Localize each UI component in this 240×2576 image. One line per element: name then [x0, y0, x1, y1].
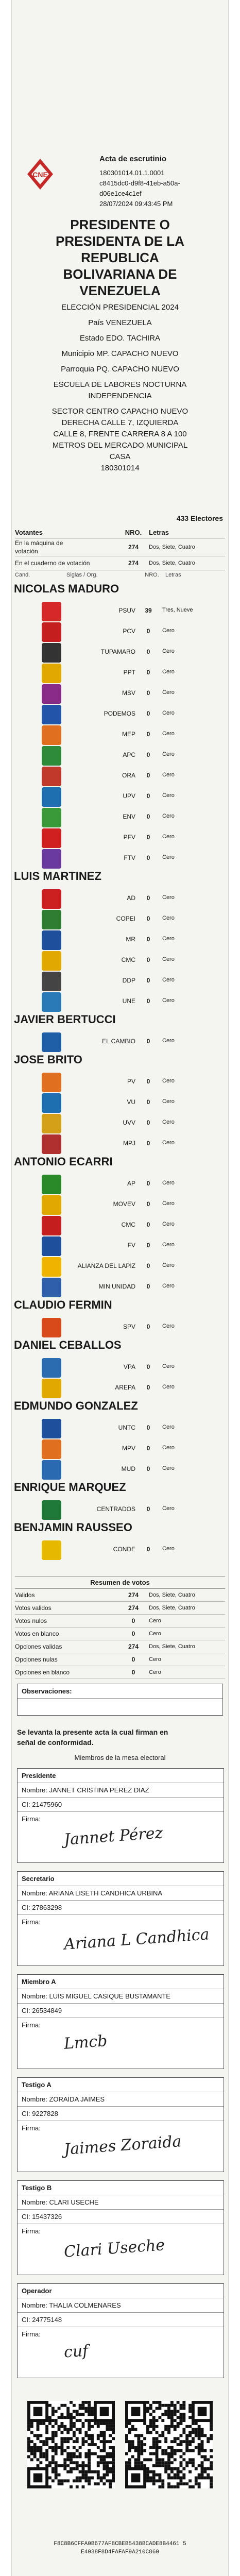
party-votes-letras: Cero	[162, 1200, 175, 1207]
tally-sheet	[11, 0, 229, 2576]
party-votes-letras: Cero	[162, 792, 175, 799]
signer-name: Nombre: ARIANA LISETH CANDHICA URBINA	[18, 1886, 224, 1901]
signer-block	[17, 2283, 224, 2378]
party-votes: 0	[146, 1363, 150, 1370]
party-logo-icon	[42, 1460, 61, 1480]
hash-line-2: E4038F8D4FAFAF9A210C860	[81, 2549, 159, 2555]
col-org: Siglas / Org.	[66, 572, 98, 578]
candidate-name: JAVIER BERTUCCI	[14, 1013, 116, 1026]
party-votes: 0	[146, 1323, 150, 1330]
party-votes-letras: Cero	[162, 1078, 175, 1084]
signer-name: Nombre: JANNET CRISTINA PEREZ DIAZ	[18, 1783, 224, 1798]
summary-letras: Dos, Siete, Cuatro	[149, 1605, 195, 1611]
party-acronym: MUD	[121, 1465, 135, 1472]
signer-ci: CI: 9227828	[18, 2107, 224, 2121]
state: Estado EDO. TACHIRA	[79, 334, 161, 343]
summary-label: Opciones en blanco	[15, 1669, 70, 1676]
party-logo-icon	[42, 1540, 61, 1560]
signer-ci: CI: 21475960	[18, 1798, 224, 1812]
party-acronym: CENTRADOS	[96, 1505, 135, 1513]
handwritten-signature: Jaimes Zoraida	[63, 2132, 182, 2159]
party-votes-letras: Cero	[162, 1363, 175, 1369]
party-acronym: CONDE	[113, 1546, 135, 1553]
candidate-name: CLAUDIO FERMIN	[14, 1298, 112, 1311]
party-votes: 0	[146, 1465, 150, 1472]
party-acronym: TUPAMARO	[100, 648, 135, 655]
party-votes-letras: Cero	[162, 1323, 175, 1329]
party-acronym: AP	[127, 1180, 135, 1187]
party-votes-letras: Cero	[162, 1424, 175, 1430]
party-votes-letras: Cero	[162, 731, 175, 737]
party-votes: 0	[146, 731, 150, 738]
summary-table	[15, 1577, 225, 1679]
book-votes-num: 274	[128, 560, 139, 567]
party-votes: 0	[146, 915, 150, 922]
summary-letras: Dos, Siete, Cuatro	[149, 1643, 195, 1650]
party-votes: 0	[146, 1140, 150, 1147]
summary-row	[15, 1589, 225, 1602]
party-votes: 0	[146, 1242, 150, 1249]
summary-num: 0	[131, 1656, 135, 1663]
party-votes-letras: Cero	[162, 854, 175, 860]
party-acronym: PV	[127, 1078, 135, 1085]
signature-label: Firma:	[22, 2021, 41, 2029]
signature-area	[18, 1915, 224, 1965]
observations-label: Observaciones:	[18, 1684, 222, 1699]
party-votes: 0	[146, 977, 150, 984]
summary-row	[15, 1602, 225, 1615]
party-votes-letras: Cero	[162, 915, 175, 921]
party-acronym: UNTC	[118, 1424, 135, 1431]
voting-center-line-1: ESCUELA DE LABORES NOCTURNA	[53, 380, 187, 389]
signer-name: Nombre: CLARI USECHE	[18, 2195, 224, 2210]
handwritten-signature: Lmcb	[63, 2032, 108, 2053]
members-title: Miembros de la mesa electoral	[74, 1754, 166, 1761]
party-votes-letras: Cero	[162, 669, 175, 675]
party-logo-icon	[42, 1032, 61, 1052]
book-votes-letras: Dos, Siete, Cuatro	[149, 560, 195, 566]
summary-num: 274	[128, 1604, 139, 1612]
machine-votes-label-1: En la máquina de	[15, 539, 63, 547]
signature-label: Firma:	[22, 2227, 41, 2235]
party-votes-letras: Cero	[162, 648, 175, 654]
title-line-3: REPUBLICA	[81, 250, 159, 265]
party-acronym: PCV	[123, 628, 135, 635]
qr-code-right	[125, 2401, 213, 2488]
observations-box	[17, 1684, 223, 1716]
address-line-3: CALLE 8, FRENTE CARRERA 8 A 100	[53, 430, 187, 438]
party-acronym: AREPA	[115, 1384, 135, 1391]
handwritten-signature: Jannet Pérez	[63, 1824, 164, 1849]
col-votantes: Votantes	[15, 529, 43, 536]
svg-text:CNE: CNE	[32, 171, 48, 179]
party-acronym: UVV	[123, 1119, 135, 1126]
party-acronym: SPV	[123, 1323, 135, 1330]
candidate-name: NICOLAS MADURO	[14, 582, 119, 595]
signer-ci: CI: 24775148	[18, 2313, 224, 2327]
col-letras: Letras	[149, 529, 169, 536]
party-votes-letras: Cero	[162, 1180, 175, 1186]
signature-area	[18, 2121, 224, 2172]
party-logo-icon	[42, 1134, 61, 1154]
party-acronym: MR	[126, 936, 135, 943]
party-votes: 0	[146, 628, 150, 635]
machine-votes-letras: Dos, Siete, Cuatro	[149, 544, 195, 550]
party-votes-letras: Cero	[162, 1221, 175, 1227]
handwritten-signature: cuf	[63, 2342, 89, 2362]
party-votes: 0	[146, 1180, 150, 1187]
party-acronym: ALIANZA DEL LAPIZ	[77, 1262, 135, 1269]
party-logo-icon	[42, 1278, 61, 1297]
elector-count: 433 Electores	[176, 514, 223, 522]
summary-row	[15, 1628, 225, 1640]
party-votes-letras: Cero	[162, 1242, 175, 1248]
parish: Parroquia PQ. CAPACHO NUEVO	[61, 365, 179, 374]
signer-name: Nombre: THALIA COLMENARES	[18, 2298, 224, 2313]
party-votes: 0	[146, 997, 150, 1005]
handwritten-signature: Ariana L Candhica	[63, 1925, 210, 1954]
party-logo-icon	[42, 1500, 61, 1520]
municipality: Municipio MP. CAPACHO NUEVO	[61, 349, 179, 358]
handwritten-signature: Clari Useche	[63, 2236, 166, 2261]
party-votes-letras: Tres, Nueve	[162, 607, 193, 613]
party-votes: 39	[145, 607, 152, 614]
candidate-name: EDMUNDO GONZALEZ	[14, 1399, 138, 1412]
party-row	[12, 1536, 228, 1564]
party-votes-letras: Cero	[162, 894, 175, 901]
acta-uuid-1: c8415dc0-d9f8-41eb-a50a-	[99, 179, 180, 187]
signature-label: Firma:	[22, 1815, 41, 1823]
summary-num: 274	[128, 1591, 139, 1599]
party-votes-letras: Cero	[162, 1140, 175, 1146]
party-votes-letras: Cero	[162, 1384, 175, 1390]
qr-code-right-icon	[125, 2401, 213, 2488]
party-acronym: MEP	[122, 731, 135, 738]
party-acronym: VU	[127, 1098, 135, 1106]
party-votes: 0	[146, 710, 150, 717]
candidate-name: BENJAMIN RAUSSEO	[14, 1521, 132, 1534]
party-votes: 0	[146, 1505, 150, 1513]
party-votes: 0	[146, 1119, 150, 1126]
party-votes-letras: Cero	[162, 936, 175, 942]
signer-ci: CI: 26534849	[18, 2004, 224, 2018]
candidate-name: LUIS MARTINEZ	[14, 870, 101, 883]
party-acronym: APC	[123, 751, 135, 758]
party-votes-letras: Cero	[162, 834, 175, 840]
party-acronym: PODEMOS	[104, 710, 135, 717]
candidate-name: ENRIQUE MARQUEZ	[14, 1481, 126, 1494]
signer-block	[17, 2180, 224, 2275]
summary-title: Resumen de votos	[15, 1577, 225, 1589]
signer-role: Testigo B	[18, 2181, 224, 2195]
party-acronym: MPJ	[123, 1140, 135, 1147]
country: País VENEZUELA	[88, 318, 152, 327]
party-votes: 0	[146, 1200, 150, 1208]
party-acronym: PFV	[123, 834, 135, 841]
party-votes-letras: Cero	[162, 772, 175, 778]
party-votes-letras: Cero	[162, 977, 175, 983]
book-votes-label: En el cuaderno de votación	[15, 560, 90, 567]
signer-block	[17, 1871, 224, 1966]
party-votes-letras: Cero	[162, 1119, 175, 1125]
party-votes-letras: Cero	[162, 1546, 175, 1552]
qr-code-left	[27, 2401, 115, 2488]
party-acronym: VPA	[123, 1363, 135, 1370]
party-votes: 0	[146, 1098, 150, 1106]
party-acronym: MOVEV	[113, 1200, 135, 1208]
signature-label: Firma:	[22, 1918, 41, 1926]
summary-label: Votos nulos	[15, 1617, 47, 1624]
party-acronym: PSUV	[118, 607, 135, 614]
party-acronym: DDP	[122, 977, 135, 984]
summary-label: Opciones validas	[15, 1643, 62, 1650]
machine-votes-num: 274	[128, 544, 139, 551]
election-name: ELECCIÓN PRESIDENCIAL 2024	[61, 303, 179, 312]
acta-meta	[99, 168, 223, 209]
summary-label: Votos validos	[15, 1604, 52, 1612]
summary-num: 0	[131, 1669, 135, 1676]
party-acronym: FTV	[124, 854, 135, 861]
party-votes: 0	[146, 854, 150, 861]
party-logo-icon	[42, 1379, 61, 1398]
party-votes: 0	[146, 894, 150, 902]
summary-row	[15, 1666, 225, 1679]
col-cand: Cand.	[15, 572, 30, 578]
party-votes-letras: Cero	[162, 1465, 175, 1471]
signer-role: Secretario	[18, 1872, 224, 1886]
qr-code-left-icon	[27, 2401, 115, 2488]
party-acronym: MIN UNIDAD	[98, 1283, 135, 1290]
signer-ci: CI: 27863298	[18, 1901, 224, 1915]
summary-label: Validos	[15, 1591, 35, 1599]
signature-area	[18, 1812, 224, 1862]
summary-num: 0	[131, 1630, 135, 1637]
party-votes-letras: Cero	[162, 751, 175, 757]
conformity-line-1: Se levanta la presente acta la cual firman en	[17, 1728, 168, 1736]
summary-letras: Cero	[149, 1618, 161, 1624]
center-code: 180301014	[100, 464, 140, 472]
conformity-line-2: señal de conformidad.	[17, 1738, 94, 1747]
party-votes-letras: Cero	[162, 1445, 175, 1451]
party-acronym: CMC	[121, 1221, 135, 1228]
signature-area	[18, 2018, 224, 2069]
signature-area	[18, 2224, 224, 2275]
party-votes-letras: Cero	[162, 1505, 175, 1512]
party-acronym: COPEI	[116, 915, 135, 922]
location-block	[12, 302, 228, 474]
acta-uuid-2: d06e1ce4c1ef	[99, 190, 142, 197]
party-acronym: UNE	[122, 997, 135, 1005]
acta-code: 180301014.01.1.0001	[99, 169, 165, 177]
signer-role: Miembro A	[18, 1975, 224, 1989]
party-votes: 0	[146, 1038, 150, 1045]
summary-letras: Cero	[149, 1669, 161, 1675]
party-votes-letras: Cero	[162, 1283, 175, 1289]
signer-role: Operador	[18, 2284, 224, 2298]
summary-letras: Dos, Siete, Cuatro	[149, 1592, 195, 1598]
party-acronym: EL CAMBIO	[102, 1038, 135, 1045]
summary-label: Opciones nulas	[15, 1656, 58, 1663]
party-logo-icon	[42, 849, 61, 869]
party-acronym: UPV	[123, 792, 135, 800]
party-votes-letras: Cero	[162, 997, 175, 1004]
party-votes: 0	[146, 1384, 150, 1391]
voting-center-line-2: INDEPENDENCIA	[88, 392, 152, 400]
candidate-name: JOSE BRITO	[14, 1053, 82, 1066]
col-nro-2: NRO.	[145, 572, 159, 578]
signer-block	[17, 1974, 224, 2069]
party-votes-letras: Cero	[162, 813, 175, 819]
hash-block	[12, 2540, 228, 2556]
conformity-text	[12, 1727, 228, 1748]
summary-row	[15, 1615, 225, 1628]
title-line-5: VENEZUELA	[79, 283, 161, 298]
party-votes-letras: Cero	[162, 1262, 175, 1268]
party-votes: 0	[146, 1424, 150, 1431]
party-votes: 0	[146, 1546, 150, 1553]
party-votes: 0	[146, 772, 150, 779]
party-votes: 0	[146, 648, 150, 655]
party-votes-letras: Cero	[162, 628, 175, 634]
party-logo-icon	[42, 992, 61, 1012]
summary-row	[15, 1653, 225, 1666]
document-title	[12, 216, 228, 299]
hash-line-1: F8C8B6CFFA0B677AF8CBEB5438BCADE8B4461 5	[54, 2541, 186, 2547]
signature-area	[18, 2327, 224, 2378]
signer-ci: CI: 15437326	[18, 2210, 224, 2224]
candidate-name: DANIEL CEBALLOS	[14, 1338, 122, 1351]
party-votes: 0	[146, 813, 150, 820]
party-votes: 0	[146, 834, 150, 841]
party-acronym: FV	[127, 1242, 135, 1249]
summary-num: 0	[131, 1617, 135, 1624]
signer-role: Presidente	[18, 1769, 224, 1783]
acta-label: Acta de escrutinio	[99, 155, 167, 163]
party-acronym: ORA	[122, 772, 135, 779]
address-line-5: CASA	[109, 452, 131, 461]
party-votes-letras: Cero	[162, 689, 175, 696]
cne-logo-icon	[22, 154, 58, 195]
party-votes: 0	[146, 936, 150, 943]
party-acronym: AD	[127, 894, 135, 902]
title-line-2: PRESIDENTA DE LA	[56, 233, 184, 249]
party-votes-letras: Cero	[162, 956, 175, 962]
party-votes: 0	[146, 1283, 150, 1290]
party-votes-letras: Cero	[162, 1098, 175, 1105]
summary-row	[15, 1640, 225, 1653]
summary-letras: Cero	[149, 1656, 161, 1663]
party-votes: 0	[146, 792, 150, 800]
party-votes: 0	[146, 1221, 150, 1228]
party-acronym: ENV	[123, 813, 135, 820]
voters-table	[15, 528, 225, 580]
party-acronym: CMC	[121, 956, 135, 963]
party-votes: 0	[146, 751, 150, 758]
party-logo-icon	[42, 1318, 61, 1337]
signer-block	[17, 2077, 224, 2172]
title-line-4: BOLIVARIANA DE	[63, 266, 177, 282]
party-acronym: MSV	[122, 689, 135, 697]
signer-name: Nombre: ZORAIDA JAIMES	[18, 2092, 224, 2107]
party-votes: 0	[146, 1445, 150, 1452]
party-votes: 0	[146, 669, 150, 676]
signature-label: Firma:	[22, 2330, 41, 2338]
summary-num: 274	[128, 1643, 139, 1650]
party-acronym: MPV	[122, 1445, 135, 1452]
address-line-2: DERECHA CALLE 7, IZQUIERDA	[61, 418, 179, 427]
address-line-4: METROS DEL MERCADO MUNICIPAL	[52, 441, 188, 450]
candidate-name: ANTONIO ECARRI	[14, 1155, 113, 1168]
signer-block	[17, 1768, 224, 1863]
party-votes-letras: Cero	[162, 1038, 175, 1044]
signer-name: Nombre: LUIS MIGUEL CASIQUE BUSTAMANTE	[18, 1989, 224, 2004]
address-line-1: SECTOR CENTRO CAPACHO NUEVO	[52, 407, 188, 416]
summary-label: Votos en blanco	[15, 1630, 59, 1637]
summary-letras: Cero	[149, 1631, 161, 1637]
party-votes: 0	[146, 1078, 150, 1085]
machine-votes-label-2: votación	[15, 548, 38, 555]
signature-label: Firma:	[22, 2124, 41, 2132]
party-votes-letras: Cero	[162, 710, 175, 716]
party-votes: 0	[146, 689, 150, 697]
acta-timestamp: 28/07/2024 09:43:45 PM	[99, 200, 173, 208]
col-letras-2: Letras	[165, 572, 181, 578]
party-votes: 0	[146, 1262, 150, 1269]
signer-role: Testigo A	[18, 2078, 224, 2092]
title-line-1: PRESIDENTE O	[70, 217, 170, 232]
party-votes: 0	[146, 956, 150, 963]
col-nro: NRO.	[125, 529, 142, 536]
party-acronym: PPT	[123, 669, 135, 676]
